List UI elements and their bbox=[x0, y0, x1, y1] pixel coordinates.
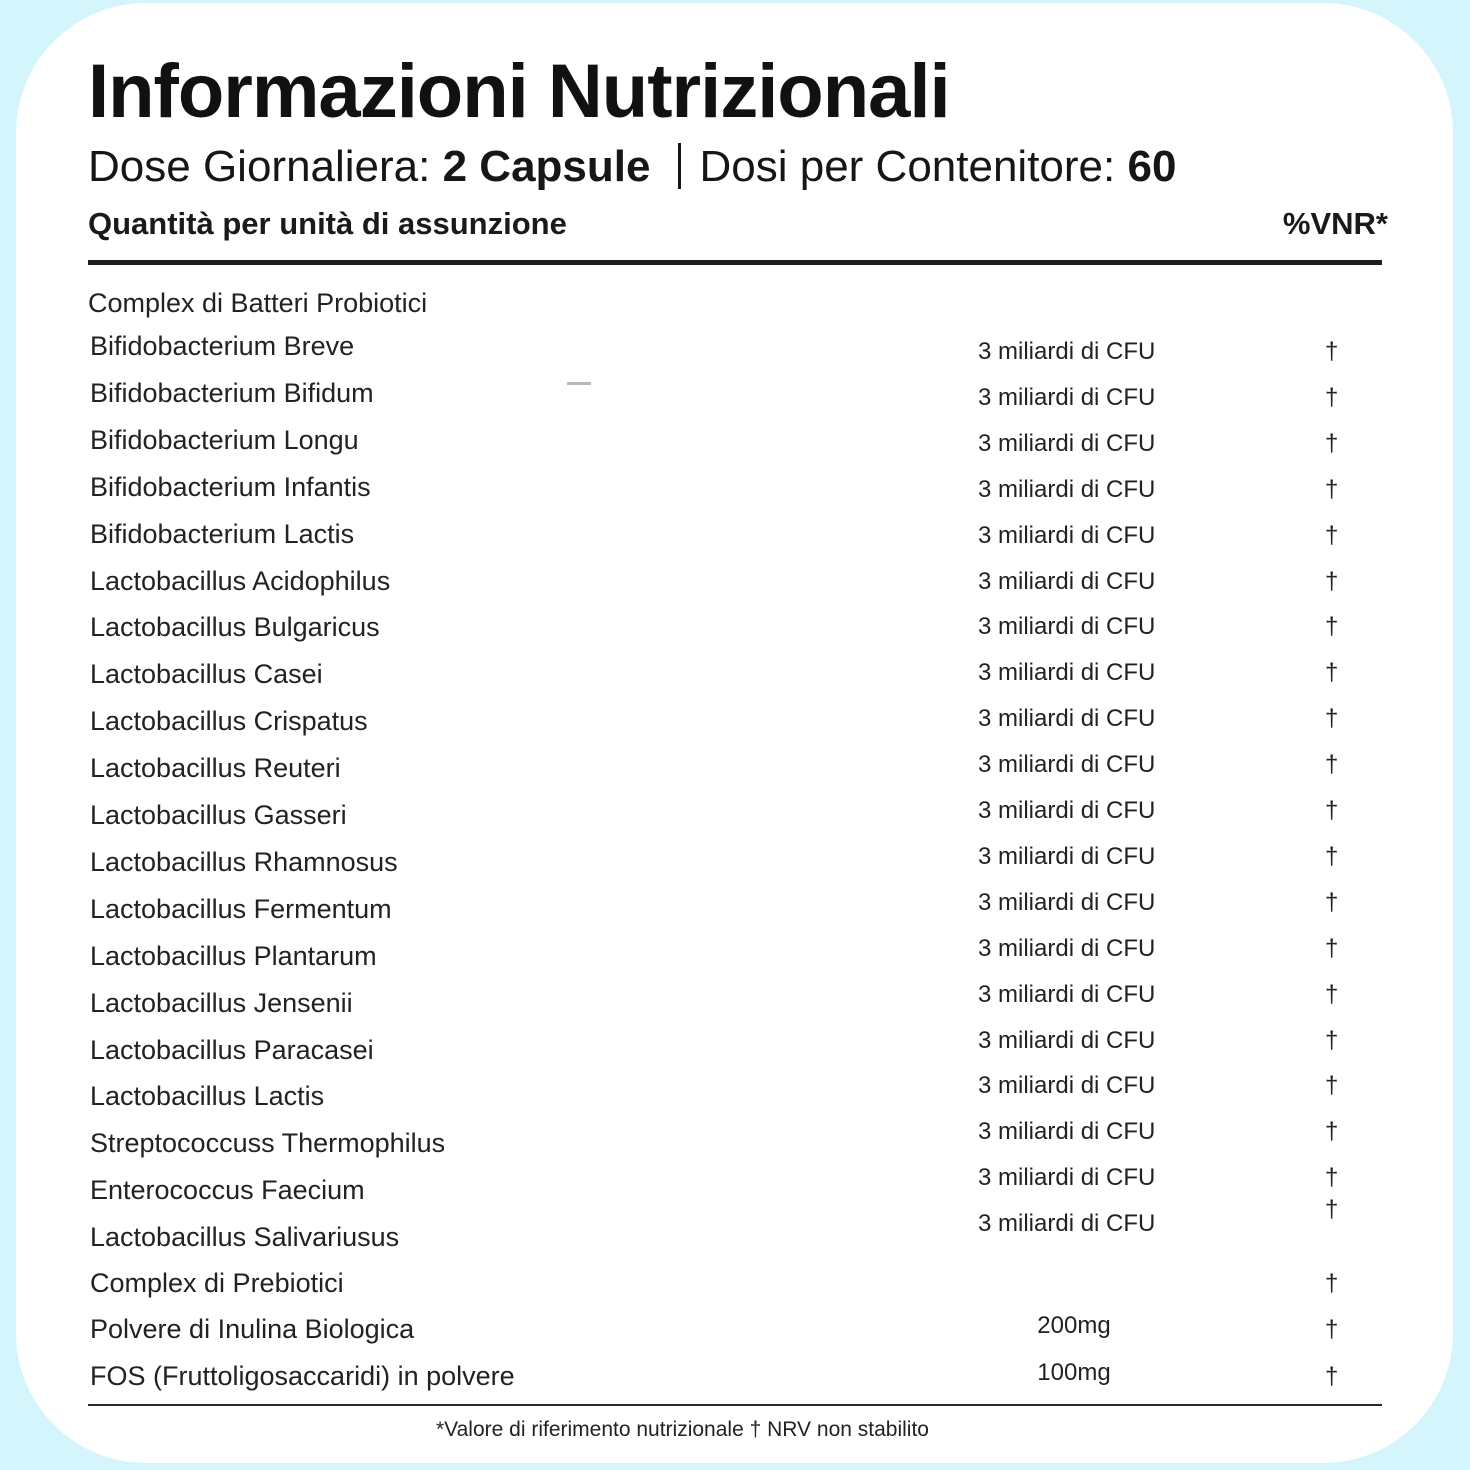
nutrient-name: FOS (Fruttoligosaccaridi) in polvere bbox=[90, 1361, 515, 1391]
separator bbox=[678, 143, 681, 189]
nutrient-name: Lactobacillus Bulgaricus bbox=[90, 612, 380, 643]
nutrient-amount: 3 miliardi di CFU bbox=[978, 567, 1156, 595]
vnr-value: † bbox=[1325, 842, 1339, 870]
nutrient-amount: 3 miliardi di CFU bbox=[978, 980, 1156, 1008]
vnr-value: † bbox=[1325, 1270, 1339, 1297]
vnr-value: † bbox=[1325, 705, 1339, 733]
nutrient-amount: 3 miliardi di CFU bbox=[978, 1026, 1156, 1054]
nutrient-name: Polvere di Inulina Biologica bbox=[90, 1314, 415, 1344]
nutrient-name: Bifidobacterium Longu bbox=[90, 424, 359, 455]
nutrient-amount: 3 miliardi di CFU bbox=[978, 1072, 1156, 1100]
nutrient-name: Lactobacillus Jensenii bbox=[90, 987, 353, 1018]
vnr-value: † bbox=[1325, 751, 1339, 779]
vnr-value: † bbox=[1325, 1164, 1339, 1192]
vnr-value: † bbox=[1325, 659, 1339, 687]
vnr-value: † bbox=[1325, 1026, 1339, 1054]
nutrient-amount: 3 miliardi di CFU bbox=[978, 659, 1156, 687]
nutrient-amount: 3 miliardi di CFU bbox=[978, 934, 1156, 962]
group-probiotici: Complex di Batteri Probiotici bbox=[88, 288, 428, 318]
vnr-value: † bbox=[1325, 521, 1339, 549]
vnr-value: † bbox=[1325, 934, 1339, 962]
nutrient-amount: 3 miliardi di CFU bbox=[978, 705, 1156, 733]
nutrient-amount: 3 miliardi di CFU bbox=[978, 383, 1156, 411]
nutrient-amount: 3 miliardi di CFU bbox=[978, 888, 1156, 916]
nutrient-name: Lactobacillus Plantarum bbox=[90, 940, 377, 971]
nutrient-name: Streptococcuss Thermophilus bbox=[90, 1128, 446, 1159]
dosi-value: 60 bbox=[1127, 142, 1177, 191]
vnr-value: † bbox=[1325, 1072, 1339, 1100]
vnr-value: † bbox=[1325, 1316, 1339, 1343]
dose-label: Dose Giornaliera: bbox=[88, 142, 431, 191]
nutrient-name: Bifidobacterium Breve bbox=[90, 331, 355, 361]
nutrient-amount: 3 miliardi di CFU bbox=[978, 1118, 1156, 1146]
nutrient-amount: 3 miliardi di CFU bbox=[978, 338, 1156, 365]
page-title: Informazioni Nutrizionali bbox=[88, 49, 950, 134]
vnr-value: † bbox=[1325, 429, 1339, 457]
stray-mark bbox=[567, 382, 591, 385]
nutrient-amount: 3 miliardi di CFU bbox=[978, 1164, 1156, 1192]
vnr-value: † bbox=[1325, 338, 1339, 365]
dose-value: 2 Capsule bbox=[442, 142, 651, 191]
nutrient-amount: 3 miliardi di CFU bbox=[978, 521, 1156, 549]
vnr-value: † bbox=[1325, 567, 1339, 595]
vnr-value: † bbox=[1325, 980, 1339, 1008]
nutrient-amount: 100mg bbox=[1037, 1359, 1111, 1386]
nutrient-amount: 3 miliardi di CFU bbox=[978, 429, 1156, 457]
nutrient-name: Bifidobacterium Infantis bbox=[90, 471, 371, 502]
nutrient-name: Lactobacillus Gasseri bbox=[90, 800, 347, 830]
vnr-value: † bbox=[1325, 475, 1339, 503]
nutrient-name: Lactobacillus Fermentum bbox=[90, 893, 392, 924]
nutrient-name: Lactobacillus Casei bbox=[90, 659, 323, 690]
nutrient-name: Lactobacillus Crispatus bbox=[90, 706, 368, 737]
vnr-value: † bbox=[1325, 797, 1339, 824]
vnr-value: † bbox=[1325, 383, 1339, 411]
serving-info bbox=[88, 142, 1176, 192]
nutrient-name: Bifidobacterium Bifidum bbox=[90, 377, 374, 408]
nutrient-name: Lactobacillus Paracasei bbox=[90, 1034, 374, 1065]
nutrient-name: Complex di Prebiotici bbox=[90, 1268, 344, 1298]
footnote: *Valore di riferimento nutrizionale † NRV non stabilito bbox=[436, 1418, 929, 1441]
nutrient-amount: 3 miliardi di CFU bbox=[978, 751, 1156, 779]
nutrient-name: Lactobacillus Rhamnosus bbox=[90, 846, 398, 877]
nutrient-name: Enterococcus Faecium bbox=[90, 1175, 365, 1206]
nutrient-name: Lactobacillus Acidophilus bbox=[90, 565, 391, 596]
dosi-label: Dosi per Contenitore: bbox=[699, 142, 1116, 191]
nutrient-name: Lactobacillus Lactis bbox=[90, 1081, 325, 1112]
footer-divider bbox=[88, 1404, 1382, 1406]
vnr-value: † bbox=[1325, 888, 1339, 916]
nutrient-amount: 200mg bbox=[1037, 1312, 1111, 1339]
header-divider bbox=[88, 260, 1382, 265]
vnr-value: † bbox=[1325, 1196, 1339, 1223]
nutrient-amount: 3 miliardi di CFU bbox=[978, 842, 1156, 870]
vnr-value: † bbox=[1325, 613, 1339, 641]
nutrient-name: Lactobacillus Salivariusus bbox=[90, 1222, 400, 1253]
nutrient-amount: 3 miliardi di CFU bbox=[978, 797, 1156, 824]
nutrient-name: Lactobacillus Reuteri bbox=[90, 753, 341, 784]
nutrient-amount: 3 miliardi di CFU bbox=[978, 475, 1156, 503]
quantity-header: Quantità per unità di assunzione bbox=[88, 206, 567, 241]
nutrient-name: Bifidobacterium Lactis bbox=[90, 518, 355, 549]
vnr-header: %VNR* bbox=[1282, 206, 1388, 241]
nutrient-amount: 3 miliardi di CFU bbox=[978, 1210, 1156, 1238]
nutrient-amount: 3 miliardi di CFU bbox=[978, 613, 1156, 641]
vnr-value: † bbox=[1325, 1118, 1339, 1146]
vnr-value: † bbox=[1325, 1363, 1339, 1390]
